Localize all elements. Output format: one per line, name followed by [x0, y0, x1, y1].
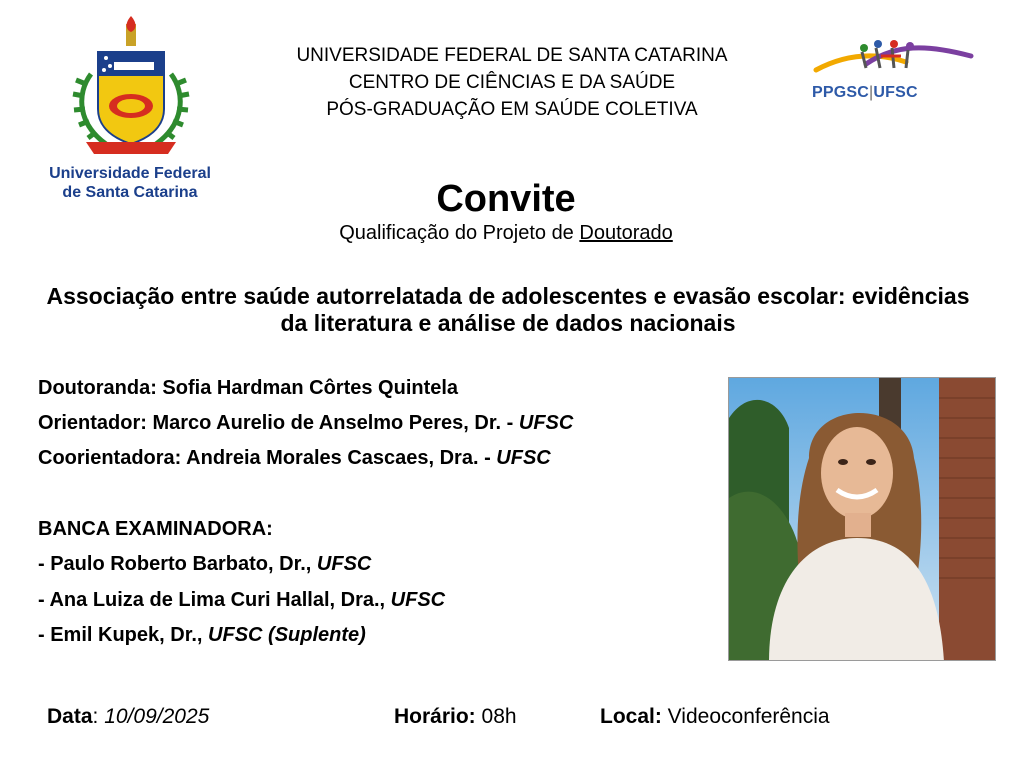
- location-label: Local:: [600, 705, 662, 728]
- footer-date: [47, 705, 209, 729]
- orientador-institution: UFSC: [518, 412, 574, 434]
- banca-member: [38, 589, 445, 612]
- institution-line: CENTRO DE CIÊNCIAS E DA SAÚDE: [348, 72, 676, 93]
- institution-header: [232, 42, 792, 123]
- ppgsc-logo-separator: |: [869, 84, 874, 101]
- subtitle-underlined: Doutorado: [579, 222, 673, 244]
- coorientadora-line: [38, 447, 551, 470]
- invite-title: Convite: [436, 178, 576, 220]
- banca-member: [38, 624, 366, 647]
- banca-member-institution: UFSC: [390, 589, 446, 611]
- date-label: Data: [47, 705, 93, 728]
- banca-member-institution: UFSC (Suplente): [208, 624, 366, 646]
- orientador-line: [38, 412, 573, 435]
- banca-member-institution: UFSC: [316, 553, 372, 575]
- orientador-text: Orientador: Marco Aurelio de Anselmo Peres, Dr. -: [38, 412, 514, 434]
- time-value: 08h: [475, 705, 517, 728]
- banca-member-name: - Paulo Roberto Barbato, Dr.,: [38, 553, 312, 575]
- invite-subtitle: [0, 222, 1012, 245]
- institution-line: UNIVERSIDADE FEDERAL DE SANTA CATARINA: [296, 45, 728, 66]
- banca-member-name: - Ana Luiza de Lima Curi Hallal, Dra.,: [38, 589, 386, 611]
- date-value: 10/09/2025: [104, 705, 210, 728]
- ppgsc-logo-right: UFSC: [873, 84, 918, 101]
- banca-member-name: - Emil Kupek, Dr.,: [38, 624, 203, 646]
- thesis-title: Associação entre saúde autorrelatada de adolescentes e evasão escolar: evidências da literatura e análise de dados nacionais: [46, 283, 970, 336]
- ppgsc-logo-left: PPGSC: [812, 84, 870, 101]
- doutoranda-text: Doutoranda: Sofia Hardman Côrtes Quintela: [38, 377, 459, 399]
- candidate-photo: [728, 377, 996, 661]
- footer-location: [600, 705, 830, 729]
- institution-line: PÓS-GRADUAÇÃO EM SAÚDE COLETIVA: [326, 99, 698, 120]
- ufsc-logo-line1: Universidade Federal: [49, 165, 211, 182]
- time-label: Horário:: [394, 705, 476, 728]
- date-separator: :: [92, 705, 105, 728]
- coorientadora-institution: UFSC: [496, 447, 551, 469]
- footer-time: [394, 705, 517, 729]
- banca-heading: BANCA EXAMINADORA:: [38, 518, 273, 540]
- location-value: Videoconferência: [661, 705, 830, 728]
- doutoranda-line: [38, 377, 458, 400]
- subtitle-prefix: Qualificação do Projeto de: [339, 222, 580, 244]
- ppgsc-logo-text: [812, 84, 918, 102]
- ufsc-logo-line2: de Santa Catarina: [62, 184, 198, 201]
- coorientadora-text: Coorientadora: Andreia Morales Cascaes, Dra. -: [38, 447, 491, 469]
- banca-member: [38, 553, 371, 576]
